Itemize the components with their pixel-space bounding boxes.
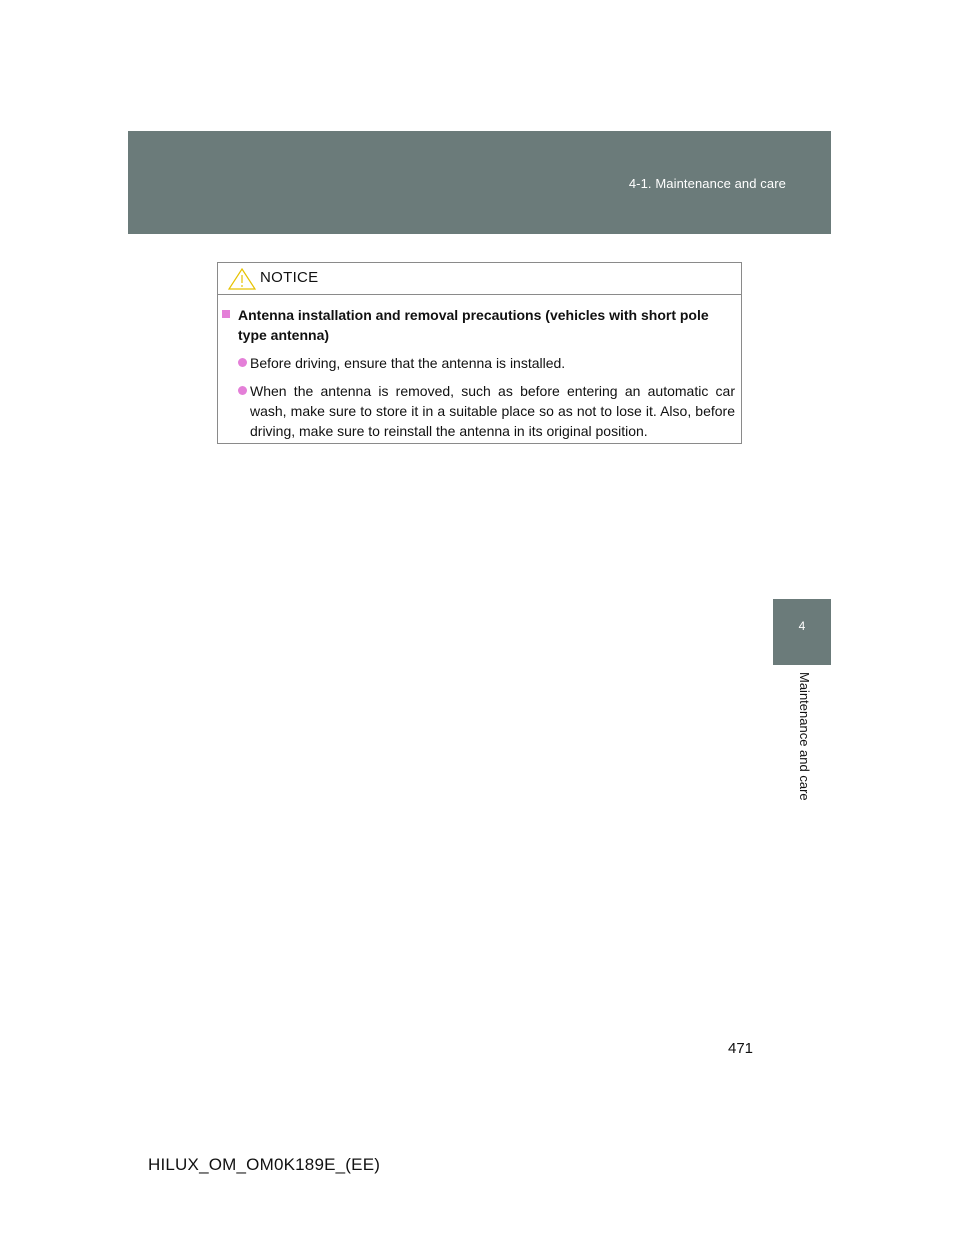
chapter-title-vertical [778,672,828,822]
square-bullet-icon [222,310,230,318]
notice-bullet-text: When the antenna is removed, such as before entering an automatic car wash, make sure to store it in a suitable place so as not to lose it. Also, before driving, make sure to reinstall the antenna in its original position. [250,383,735,439]
notice-heading: Antenna installation and removal precautions (vehicles with short pole type antenna) [238,307,709,343]
notice-title: NOTICE [260,269,319,286]
notice-bullet [222,353,735,373]
notice-heading-row [222,305,735,345]
chapter-number: 4 [798,619,806,633]
section-label: 4-1. Maintenance and care [628,176,786,191]
page-number: 471 [728,1040,754,1057]
notice-box [217,262,742,444]
chapter-title: Maintenance and care [797,672,812,801]
round-bullet-icon [238,386,247,395]
header-band [128,131,831,234]
round-bullet-icon [238,358,247,367]
document-code: HILUX_OM_OM0K189E_(EE) [148,1155,381,1174]
notice-header [218,263,741,295]
notice-bullet-text: Before driving, ensure that the antenna is installed. [250,355,566,371]
notice-body [218,295,741,441]
chapter-tab [773,599,831,665]
notice-bullet [222,381,735,441]
warning-triangle-icon [226,268,258,290]
